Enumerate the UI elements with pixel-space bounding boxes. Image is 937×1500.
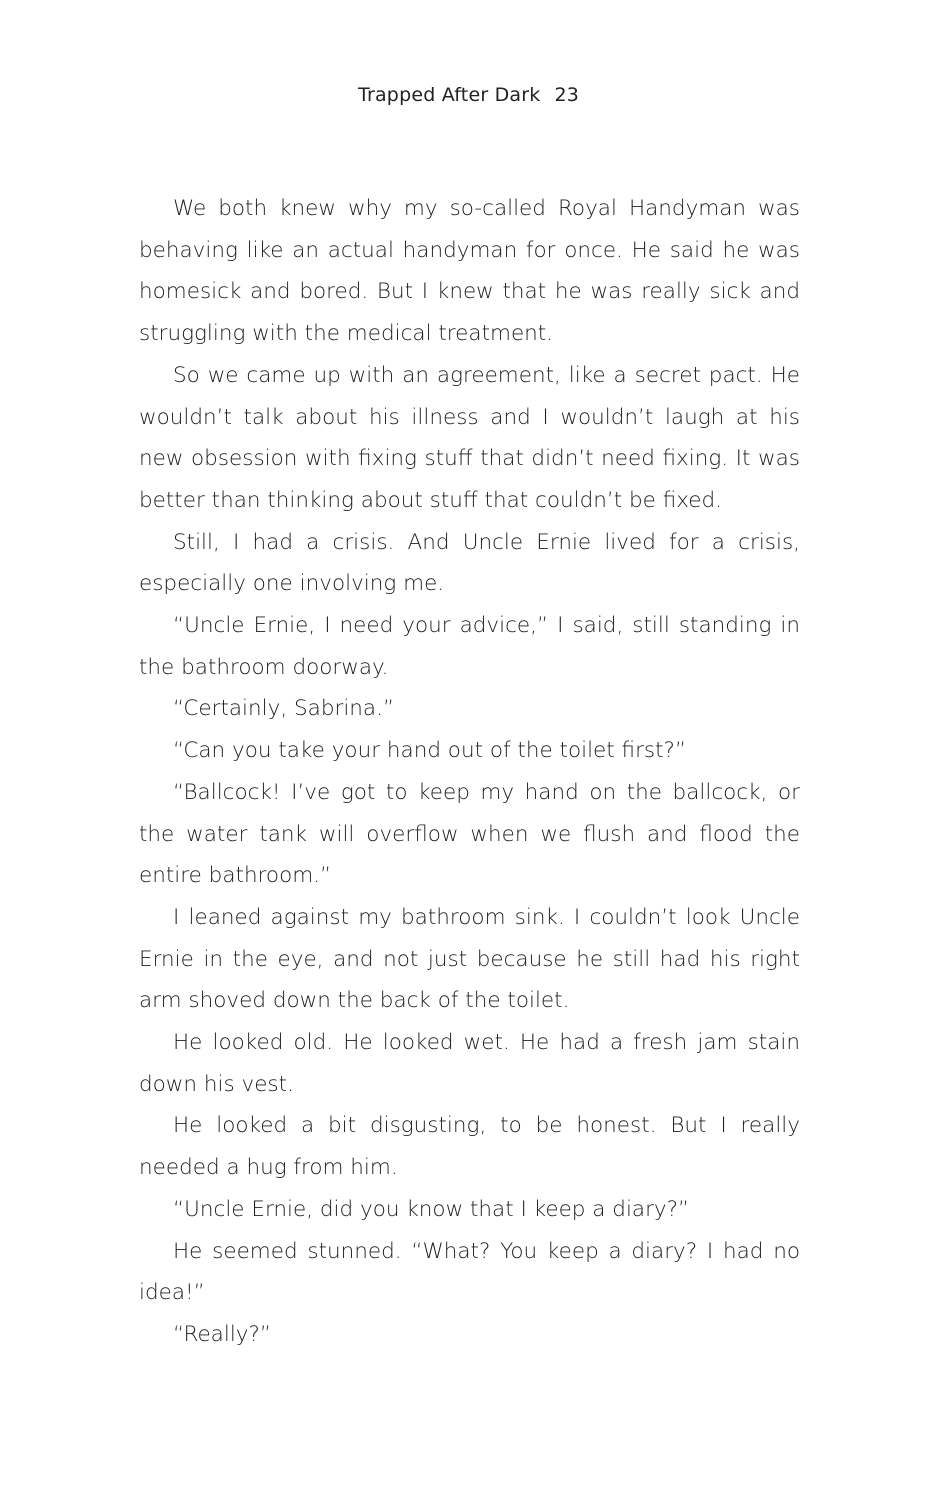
paragraph: Still, I had a crisis. And Uncle Ernie lived for a crisis, especially one involving me.	[139, 529, 800, 597]
page-number: 23	[554, 84, 580, 106]
paragraph: I leaned against my bathroom sink. I couldn’t look Uncle Ernie in the eye, and not just because he still had his right arm shoved down the back of the toilet.	[139, 904, 800, 1014]
paragraph: “Uncle Ernie, did you know that I keep a diary?”	[173, 1196, 690, 1222]
paragraph: He looked a bit disgusting, to be honest. But I really needed a hug from him.	[139, 1113, 800, 1181]
paragraph: “Ballcock! I’ve got to keep my hand on the ballcock, or the water tank will overflow when we flush and flood the entire bathroom.”	[139, 779, 800, 889]
paragraph: He looked old. He looked wet. He had a fresh jam stain down his vest.	[139, 1030, 800, 1097]
paragraph: “Can you take your hand out of the toilet first?”	[173, 738, 687, 764]
paragraph: “Certainly, Sabrina.”	[173, 696, 395, 722]
paragraph: We both knew why my so-called Royal Handyman was behaving like an actual handyman for once. He said he was homesick and bored. But I knew that he was really sick and struggling with the medical treatment.	[139, 196, 800, 347]
body-text	[139, 188, 800, 1356]
paragraph: “Uncle Ernie, I need your advice,” I said, still standing in the bathroom doorway.	[139, 613, 800, 680]
paragraph: “Really?”	[173, 1321, 272, 1347]
paragraph: He seemed stunned. “What? You keep a diary? I had no idea!”	[139, 1238, 800, 1306]
paragraph: So we came up with an agreement, like a secret pact. He wouldn’t talk about his illness and I wouldn’t laugh at his new obsession with fixing stuff that didn’t need fixing. It was better than thinking about stuff that couldn’t be fixed.	[139, 362, 800, 513]
running-head	[0, 84, 937, 106]
book-title: Trapped After Dark	[357, 84, 541, 106]
